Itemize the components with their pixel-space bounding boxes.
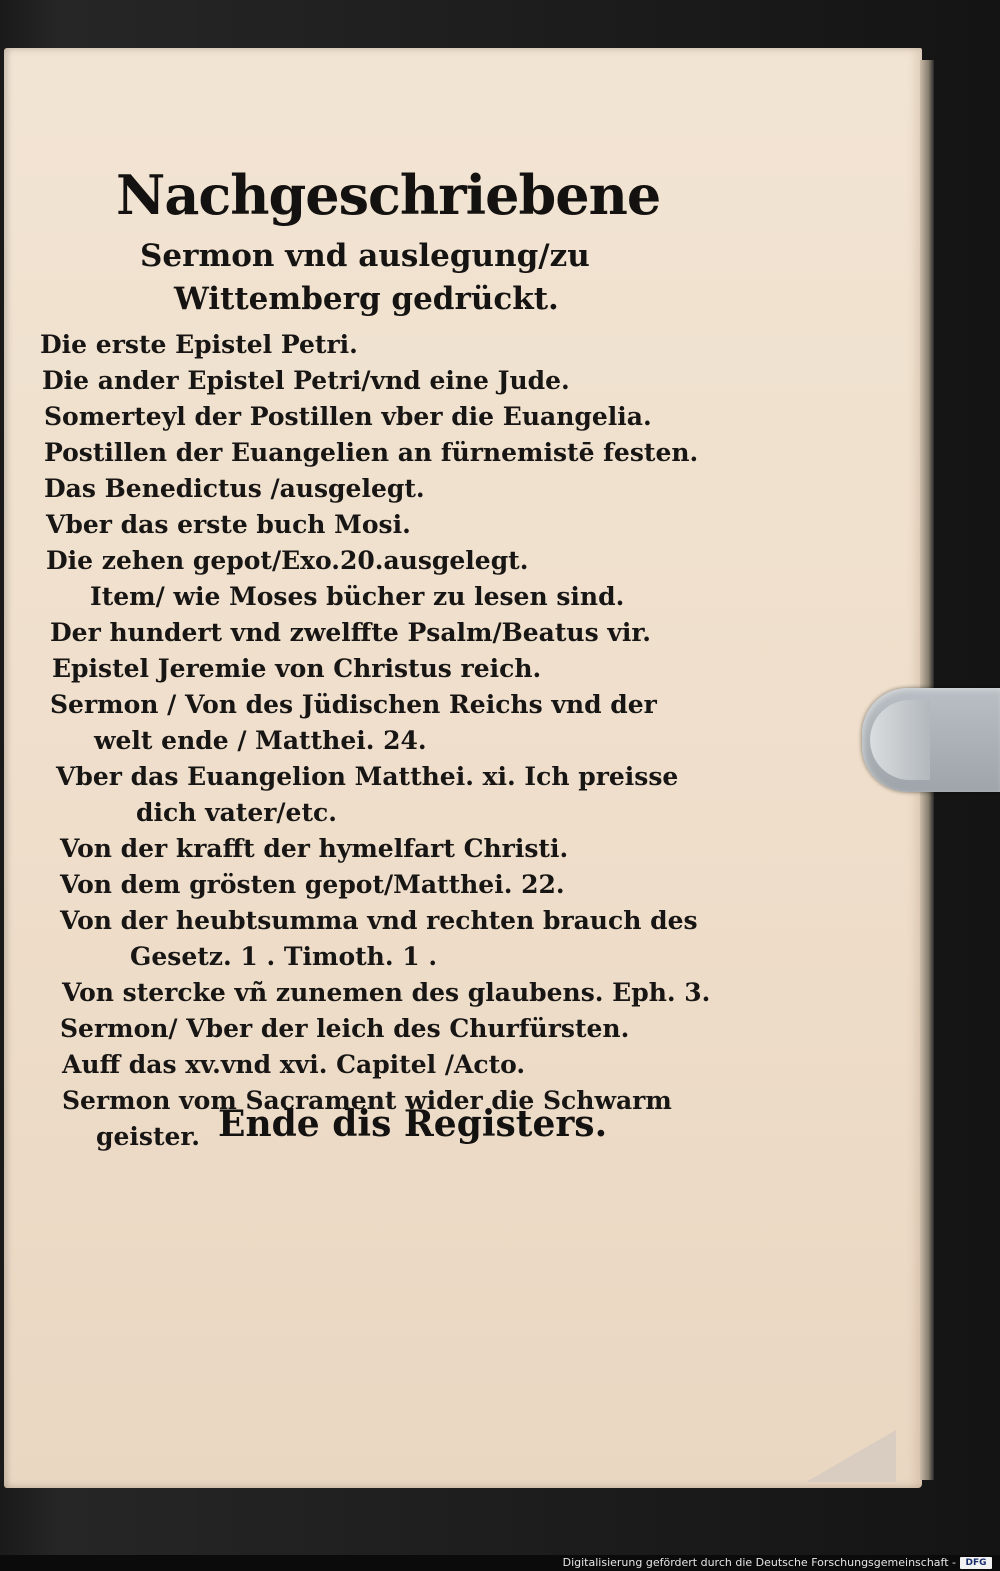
register-entry: Sermon / Von des Jüdischen Reichs vnd der: [50, 690, 657, 719]
closing-line: Ende dis Registers.: [218, 1103, 608, 1145]
register-entry: geister.: [96, 1122, 200, 1151]
register-entry: Vber das Euangelion Matthei. xi. Ich preisse: [56, 762, 679, 791]
register-entry: Die ander Epistel Petri/vnd eine Jude.: [42, 366, 570, 395]
register-entry: Somerteyl der Postillen vber die Euangelia.: [44, 402, 652, 431]
page-subtitle-line-2: Wittemberg gedrückt.: [174, 281, 559, 317]
dfg-logo: DFG: [960, 1557, 992, 1569]
register-entry: Vber das erste buch Mosi.: [46, 510, 411, 539]
register-entry: Von der krafft der hymelfart Christi.: [60, 834, 569, 863]
register-entry: Sermon vom Sacrament wider die Schwarm: [62, 1086, 672, 1115]
register-entry: Auff das xv.vnd xvi. Capitel /Acto.: [62, 1050, 526, 1079]
digitization-credit: Digitalisierung gefördert durch die Deutsche Forschungsgemeinschaft -: [562, 1556, 956, 1569]
register-entry: Item/ wie Moses bücher zu lesen sind.: [90, 582, 625, 611]
register-entry: Der hundert vnd zwelffte Psalm/Beatus vir.: [50, 618, 651, 647]
page-title: Nachgeschriebene: [116, 163, 661, 227]
register-entry: Das Benedictus /ausgelegt.: [44, 474, 425, 503]
register-entry: Epistel Jeremie von Christus reich.: [52, 654, 542, 683]
register-entry: Postillen der Euangelien an fürnemistē festen.: [44, 438, 699, 467]
page-subtitle-line-1: Sermon vnd auslegung/zu: [140, 238, 590, 274]
register-entry: Die erste Epistel Petri.: [40, 330, 358, 359]
register-entry: Die zehen gepot/Exo.20.ausgelegt.: [46, 546, 529, 575]
register-entry: Gesetz. 1 . Timoth. 1 .: [130, 942, 438, 971]
register-entry: welt ende / Matthei. 24.: [94, 726, 427, 755]
register-entry: Von stercke vñ zunemen des glaubens. Eph. 3.: [62, 978, 711, 1007]
register-entry: Sermon/ Vber der leich des Churfürsten.: [60, 1014, 630, 1043]
register-entry: Von der heubtsumma vnd rechten brauch des: [60, 906, 698, 935]
register-entry: dich vater/etc.: [136, 798, 337, 827]
register-entry: Von dem grösten gepot/Matthei. 22.: [60, 870, 565, 899]
